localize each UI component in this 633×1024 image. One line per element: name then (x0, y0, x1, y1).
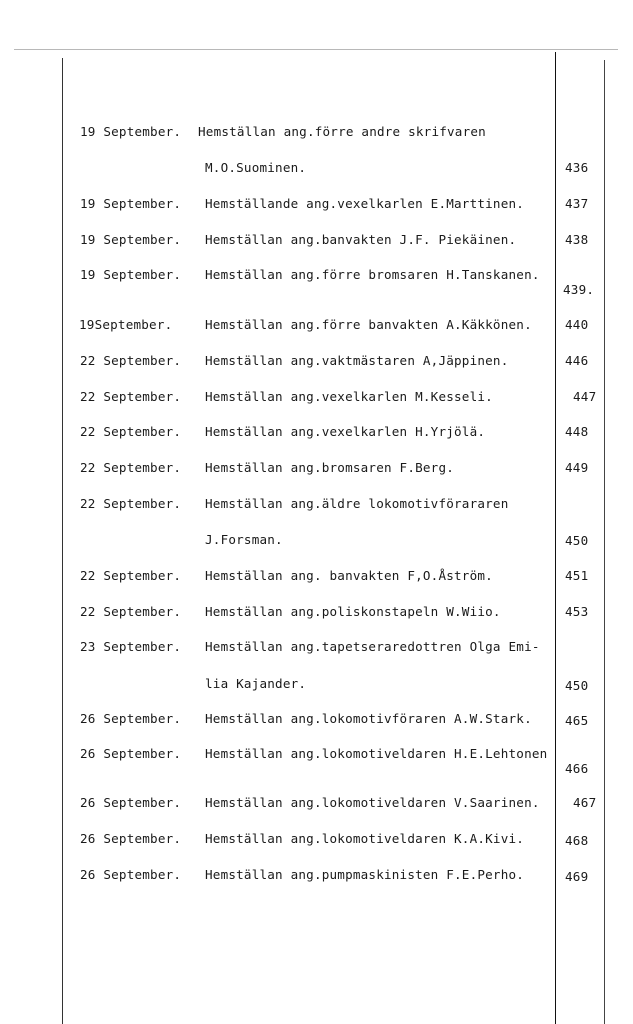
entry-page-number: 447 (573, 389, 597, 404)
entry-description: Hemställan ang.förre banvakten A.Käkkönen. (205, 317, 532, 332)
entry-page-number: 467 (573, 795, 597, 810)
entry-page-number: 448 (565, 424, 589, 439)
entry-page-number: 440 (565, 317, 589, 332)
entry-description: Hemställan ang.vexelkarlen M.Kesseli. (205, 389, 493, 404)
entry-description: Hemställan ang.lokomotiveldaren H.E.Lehtonen (205, 746, 548, 761)
entry-date: 22 September. (80, 496, 182, 511)
entry-date: 26 September. (80, 746, 182, 761)
entry-date: 23 September. (80, 639, 182, 654)
entry-date: 19 September. (80, 124, 182, 139)
entry-page-number: 453 (565, 604, 589, 619)
entry-description: Hemställan ang.äldre lokomotivförararen (205, 496, 509, 511)
entry-page-number: 451 (565, 568, 589, 583)
entry-date: 19 September. (80, 196, 182, 211)
left-margin-line (62, 58, 63, 1024)
entry-date: 19September. (79, 317, 173, 332)
entry-date: 22 September. (80, 353, 182, 368)
entry-description: Hemställan ang.lokomotiveldaren K.A.Kivi. (205, 831, 525, 846)
entry-description: Hemställan ang.bromsaren F.Berg. (205, 460, 455, 475)
entry-description: Hemställan ang.lokomotivföraren A.W.Stark. (205, 711, 532, 726)
entry-page-number: 446 (565, 353, 589, 368)
entry-date: 22 September. (80, 424, 182, 439)
entry-page-number: 465 (565, 713, 589, 728)
entry-description: Hemställan ang.vaktmästaren A,Jäppinen. (205, 353, 509, 368)
entry-date: 19 September. (80, 267, 182, 282)
entry-description: Hemställan ang.förre bromsaren H.Tanskanen. (205, 267, 540, 282)
entry-page-number: 469 (565, 869, 589, 884)
entry-description-continued: lia Kajander. (205, 676, 307, 691)
entry-date: 26 September. (80, 867, 182, 882)
entry-page-number: 466 (565, 761, 589, 776)
entry-description: Hemställan ang.lokomotiveldaren V.Saarinen. (205, 795, 540, 810)
entry-date: 22 September. (80, 568, 182, 583)
entry-date: 26 September. (80, 831, 182, 846)
right-margin-line (604, 60, 605, 1024)
entry-description: Hemställan ang.poliskonstapeln W.Wiio. (205, 604, 501, 619)
entry-description: Hemställan ang.banvakten J.F. Piekäinen. (205, 232, 517, 247)
entry-page-number: 436 (565, 160, 589, 175)
entry-page-number: 450 (565, 678, 589, 693)
entry-date: 19 September. (80, 232, 182, 247)
entry-description: Hemställan ang.tapetseraredottren Olga Emi- (205, 639, 540, 654)
entry-description: Hemställan ang.pumpmaskinisten F.E.Perho. (205, 867, 525, 882)
entry-description-continued: M.O.Suominen. (205, 160, 307, 175)
entry-description: Hemställan ang.vexelkarlen H.Yrjölä. (205, 424, 486, 439)
entry-page-number: 468 (565, 833, 589, 848)
entry-date: 22 September. (80, 604, 182, 619)
entry-description: Hemställan ang.förre andre skrifvaren (198, 124, 486, 139)
entry-description: Hemställan ang. banvakten F,O.Åström. (205, 568, 493, 583)
entry-page-number: 438 (565, 232, 589, 247)
top-rule (14, 49, 618, 50)
page-column-line (555, 52, 556, 1024)
entry-page-number: 439. (563, 282, 595, 297)
entry-date: 26 September. (80, 795, 182, 810)
entry-date: 22 September. (80, 389, 182, 404)
entry-page-number: 437 (565, 196, 589, 211)
entry-date: 22 September. (80, 460, 182, 475)
entry-date: 26 September. (80, 711, 182, 726)
entry-description: Hemställande ang.vexelkarlen E.Marttinen. (205, 196, 525, 211)
entry-page-number: 450 (565, 533, 589, 548)
entry-description-continued: J.Forsman. (205, 532, 283, 547)
entry-page-number: 449 (565, 460, 589, 475)
